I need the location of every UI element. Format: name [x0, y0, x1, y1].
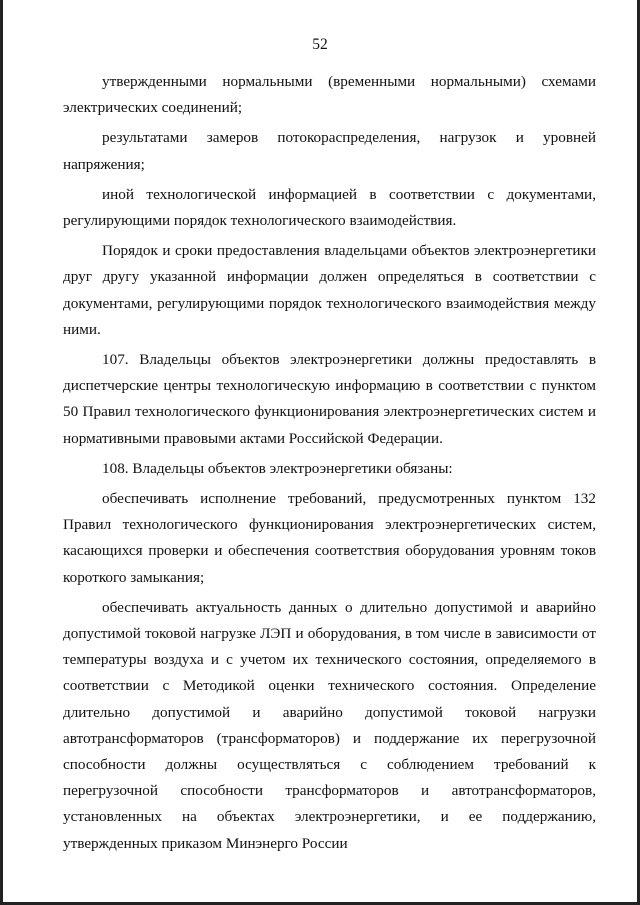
page-number: 52	[312, 36, 328, 53]
paragraph: 107. Владельцы объектов электроэнергетики должны предоставлять в диспетчерские центры технологическую информацию в соответствии с пунктом 50 Правил технологического функционирования электроэнергетических систем и нормативными правовыми актами Российской Федерации.	[63, 351, 596, 447]
paragraph: Порядок и сроки предоставления владельцами объектов электроэнергетики друг другу указанной информации должен определяться в соответствии с документами, регулирующими порядок технологического взаимодействия между ними.	[63, 242, 596, 338]
paragraph: утвержденными нормальными (временными нормальными) схемами электрических соединений;	[63, 73, 596, 117]
paragraph: результатами замеров потокораспределения, нагрузок и уровней напряжения;	[63, 129, 596, 173]
scan-border-left	[0, 0, 3, 905]
document-body	[63, 69, 596, 857]
paragraph: обеспечивать актуальность данных о длительно допустимой и аварийно допустимой токовой нагрузке ЛЭП и оборудования, в том числе в зависимости от температуры воздуха и с учетом их технического состояния, определяемого в соответствии с Методикой оценки технического состояния. Определение длительно допустимой и аварийно допустимой токовой нагрузки автотрансформаторов (трансформаторов) и поддержание их перегрузочной способности должны осуществляться с соблюдением требований к перегрузочной способности трансформаторов и автотрансформаторов, установленных на объектах электроэнергетики, и ее поддержанию, утвержденных приказом Минэнерго России	[63, 598, 596, 852]
paragraph: обеспечивать исполнение требований, предусмотренных пунктом 132 Правил технологического функционирования электроэнергетических систем, касающихся проверки и обеспечения соответствия оборудования уровням токов короткого замыкания;	[63, 490, 596, 586]
paragraph: иной технологической информацией в соответствии с документами, регулирующими порядок технологического взаимодействия.	[63, 185, 596, 230]
paragraph: 108. Владельцы объектов электроэнергетики обязаны:	[102, 459, 453, 477]
